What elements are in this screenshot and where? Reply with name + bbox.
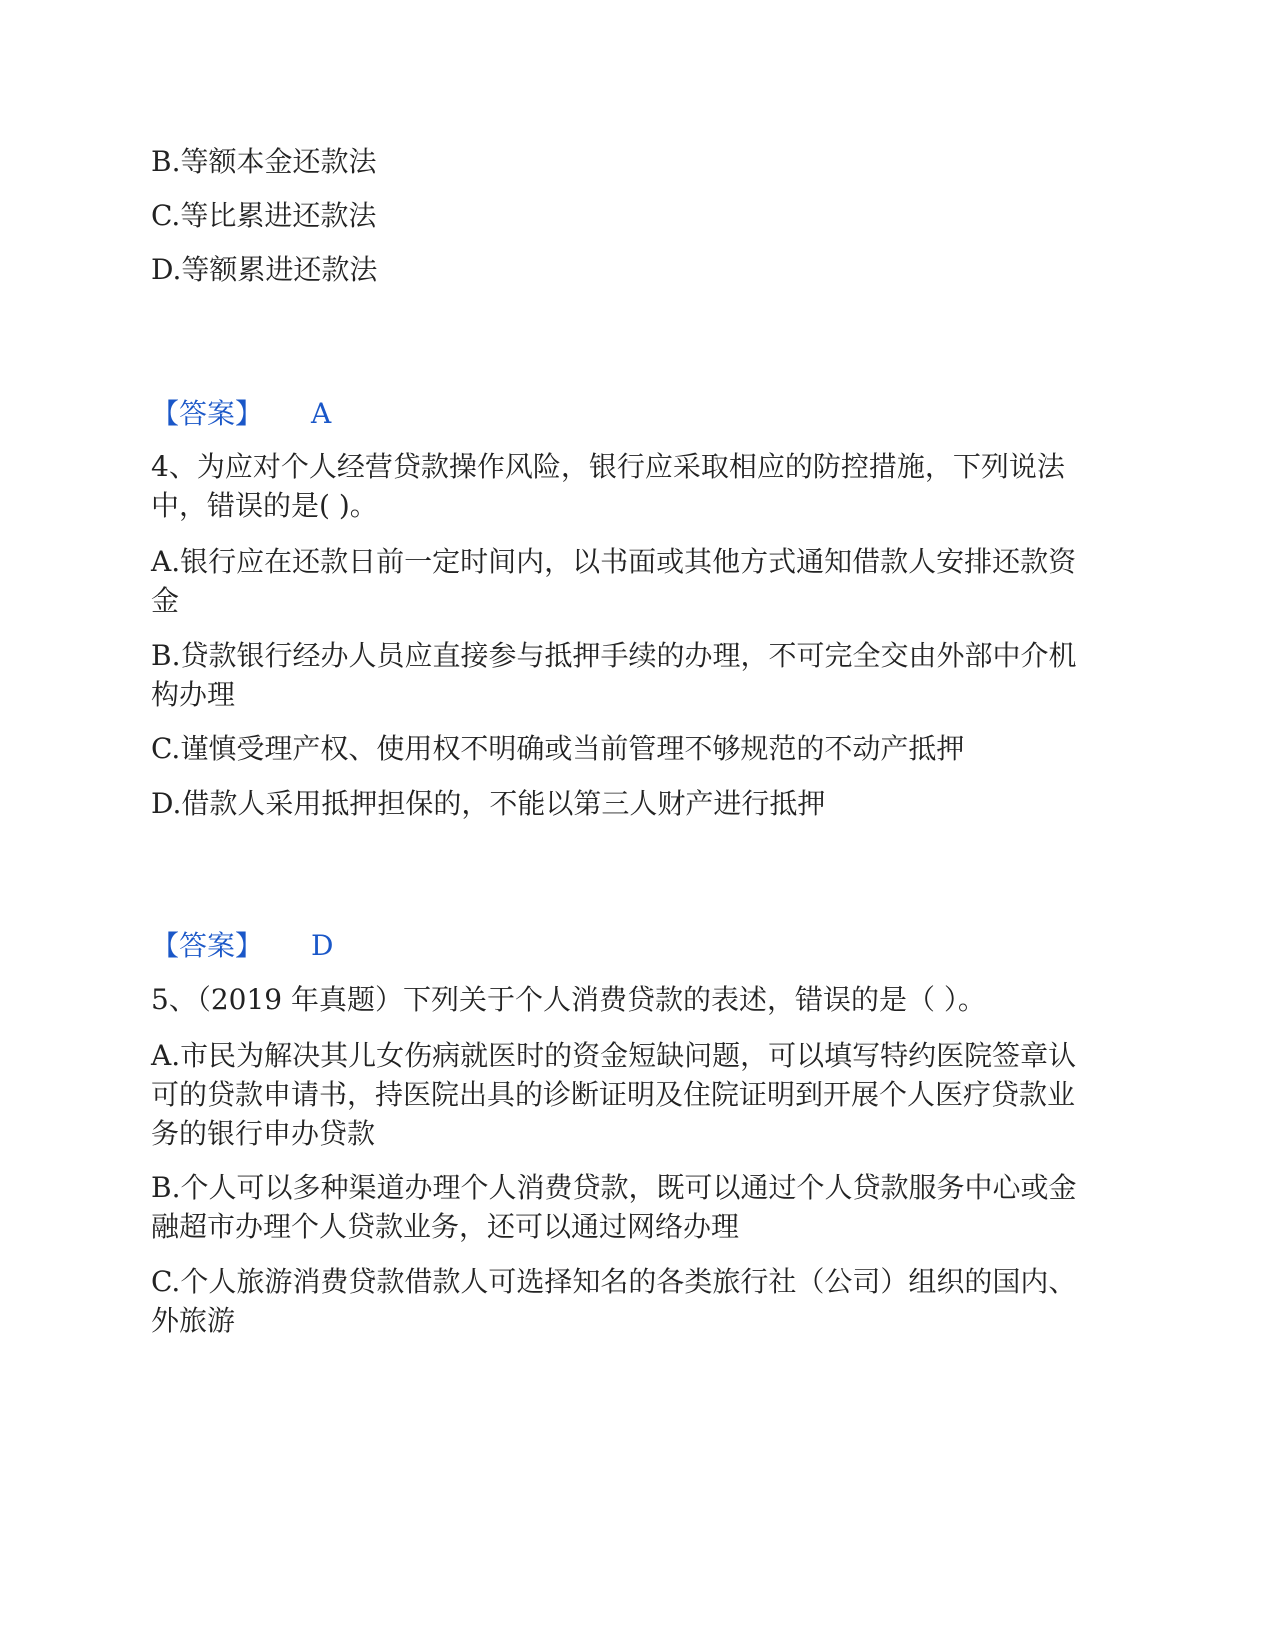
q4-option-a-line-2: 金 bbox=[151, 584, 180, 617]
q5-option-a-line-1: A.市民为解决其儿女伤病就医时的资金短缺问题，可以填写特约医院签章认 bbox=[151, 1039, 1077, 1072]
q4-answer bbox=[151, 930, 333, 962]
q5-option-b-line-2: 融超市办理个人贷款业务，还可以通过网络办理 bbox=[151, 1210, 740, 1243]
q5-option-a-line-2: 可的贷款申请书，持医院出具的诊断证明及住院证明到开展个人医疗贷款业 bbox=[151, 1078, 1076, 1111]
answer-value: D bbox=[311, 929, 334, 962]
q5-option-c-line-1: C.个人旅游消费贷款借款人可选择知名的各类旅行社（公司）组织的国内、 bbox=[151, 1265, 1077, 1298]
answer-label: 【答案】 bbox=[151, 397, 264, 430]
q3-answer bbox=[151, 398, 331, 430]
q5-stem: 5、（2019 年真题）下列关于个人消费贷款的表述，错误的是（ ）。 bbox=[151, 983, 986, 1016]
q5-option-a-line-3: 务的银行申办贷款 bbox=[151, 1117, 376, 1150]
q5-option-c-line-2: 外旅游 bbox=[151, 1304, 236, 1337]
q3-option-c: C.等比累进还款法 bbox=[151, 199, 377, 232]
q3-option-b: B.等额本金还款法 bbox=[151, 145, 377, 178]
q3-option-d: D.等额累进还款法 bbox=[151, 253, 378, 286]
answer-value: A bbox=[311, 397, 332, 430]
q4-option-a-line-1: A.银行应在还款日前一定时间内，以书面或其他方式通知借款人安排还款资 bbox=[151, 545, 1077, 578]
q4-stem-line-2: 中，错误的是( )。 bbox=[151, 489, 378, 522]
q4-option-b-line-1: B.贷款银行经办人员应直接参与抵押手续的办理，不可完全交由外部中介机 bbox=[151, 639, 1077, 672]
q4-option-b-line-2: 构办理 bbox=[151, 678, 236, 711]
answer-label: 【答案】 bbox=[151, 929, 264, 962]
q4-option-d: D.借款人采用抵押担保的，不能以第三人财产进行抵押 bbox=[151, 787, 826, 820]
q5-option-b-line-1: B.个人可以多种渠道办理个人消费贷款，既可以通过个人贷款服务中心或金 bbox=[151, 1171, 1077, 1204]
q4-option-c: C.谨慎受理产权、使用权不明确或当前管理不够规范的不动产抵押 bbox=[151, 732, 965, 765]
q4-stem-line-1: 4、为应对个人经营贷款操作风险，银行应采取相应的防控措施，下列说法 bbox=[151, 450, 1065, 483]
